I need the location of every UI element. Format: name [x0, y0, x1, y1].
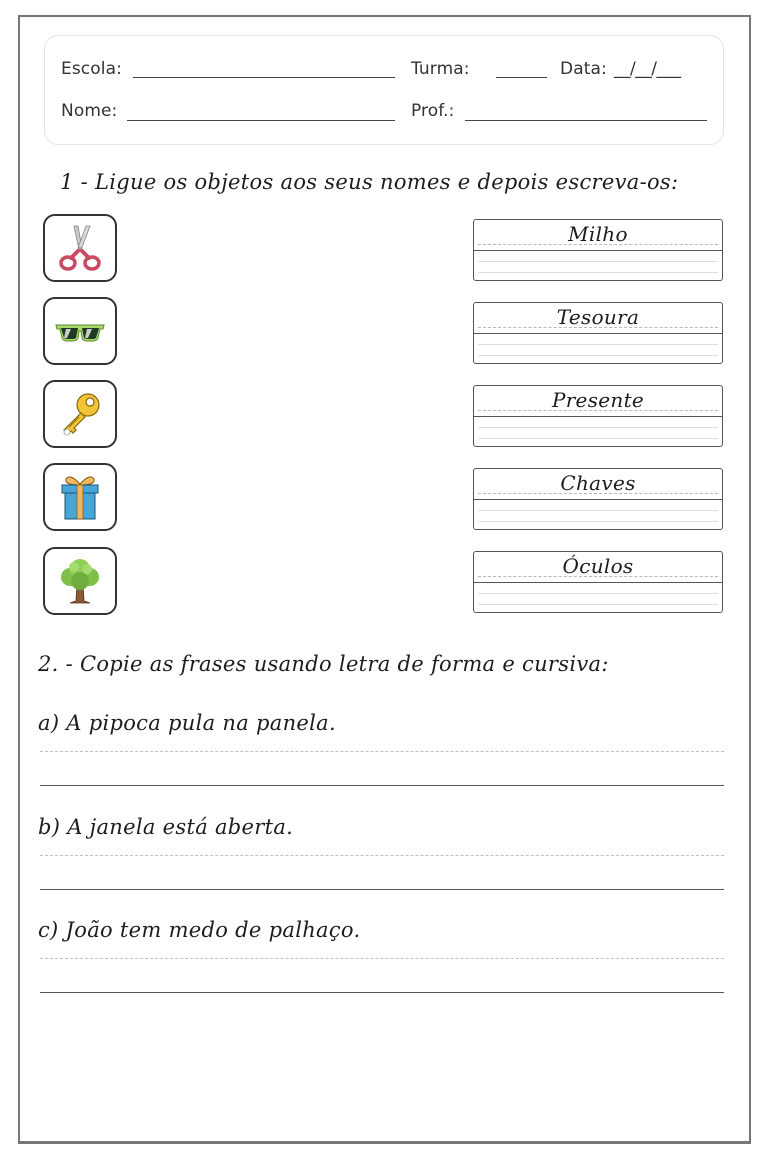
guide-line-dashed-c: [40, 958, 724, 959]
sunglasses-icon: [54, 305, 106, 357]
word-box-milho[interactable]: [473, 219, 723, 281]
word-label: Óculos: [562, 554, 634, 578]
image-box-sunglasses[interactable]: [43, 297, 117, 365]
question-1-title: 1 - Ligue os objetos aos seus nomes e depois escreva-os:: [60, 170, 679, 194]
guide-line-dashed-b: [40, 855, 724, 856]
escola-label: Escola:: [61, 59, 122, 79]
data-label: Data:: [560, 59, 607, 79]
word-label: Presente: [551, 388, 645, 412]
data-field[interactable]: __/__/___: [614, 59, 681, 79]
header-box: [44, 35, 724, 145]
word-label: Chaves: [560, 471, 636, 495]
writing-line-a[interactable]: [40, 785, 724, 786]
word-box-chaves[interactable]: [473, 468, 723, 530]
escola-field[interactable]: [133, 77, 395, 78]
image-box-gift[interactable]: [43, 463, 117, 531]
key-icon: [54, 388, 106, 440]
nome-label: Nome:: [61, 101, 118, 121]
prof-field[interactable]: [465, 120, 707, 121]
sentence-a: a) A pipoca pula na panela.: [38, 711, 336, 735]
image-box-tree[interactable]: [43, 547, 117, 615]
word-box-presente[interactable]: [473, 385, 723, 447]
scissors-icon: [54, 222, 106, 274]
word-label: Tesoura: [556, 305, 640, 329]
gift-icon: [54, 471, 106, 523]
sentence-b: b) A janela está aberta.: [38, 815, 294, 839]
word-box-oculos[interactable]: [473, 551, 723, 613]
writing-line-c[interactable]: [40, 992, 724, 993]
sentence-c: c) João tem medo de palhaço.: [38, 918, 361, 942]
prof-label: Prof.:: [411, 101, 455, 121]
writing-line-b[interactable]: [40, 889, 724, 890]
word-box-tesoura[interactable]: [473, 302, 723, 364]
image-box-key[interactable]: [43, 380, 117, 448]
nome-field[interactable]: [127, 120, 395, 121]
question-2-title: 2. - Copie as frases usando letra de forma e cursiva:: [38, 652, 609, 676]
tree-icon: [54, 555, 106, 607]
guide-line-dashed-a: [40, 751, 724, 752]
image-box-scissors[interactable]: [43, 214, 117, 282]
turma-label: Turma:: [411, 59, 470, 79]
word-label: Milho: [568, 222, 628, 246]
turma-field[interactable]: [496, 77, 547, 78]
